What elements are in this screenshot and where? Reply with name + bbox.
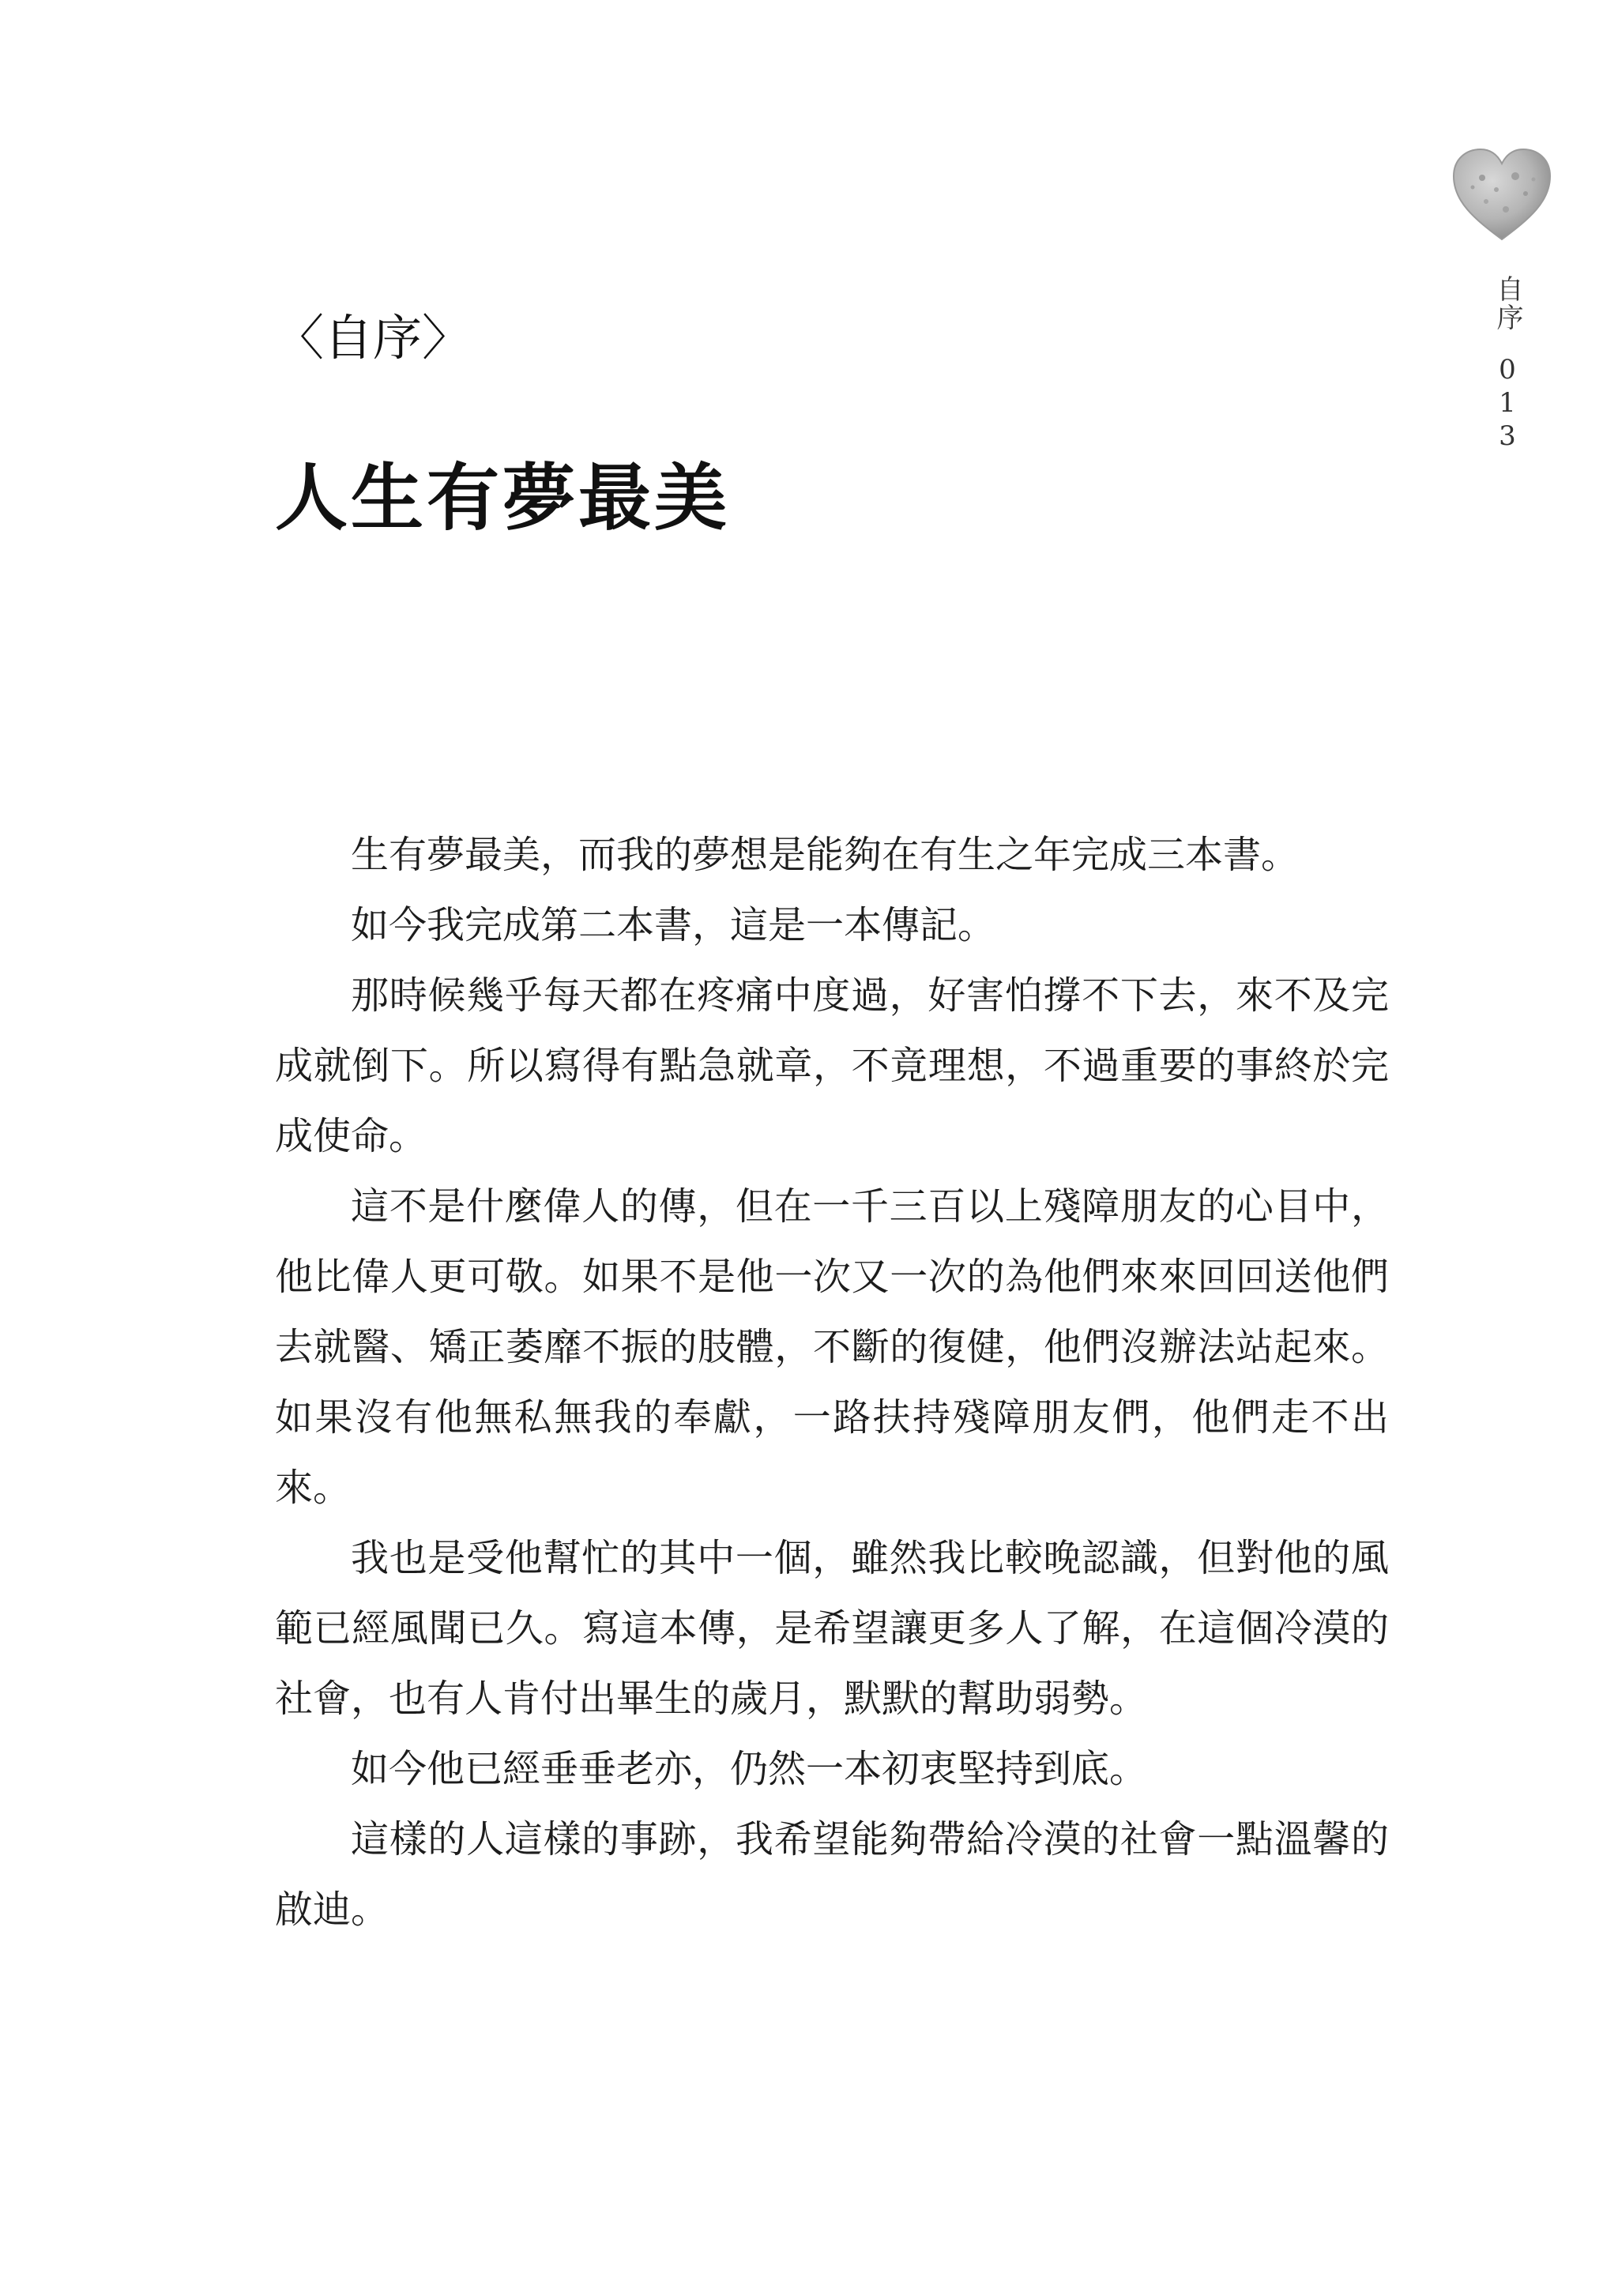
paragraph: 這不是什麼偉人的傳，但在一千三百以上殘障朋友的心目中，他比偉人更可敬。如果不是他一次又一次的為他們來來回回送他們去就醫、矯正萎靡不振的肢體，不斷的復健，他們沒辦法站起來。如果沒有他無私無我的奉獻，一路扶持殘障朋友們，他們走不出來。 (275, 1184, 1389, 1510)
paragraph: 這樣的人這樣的事跡，我希望能夠帶給冷漠的社會一點溫馨的啟迪。 (275, 1817, 1389, 1932)
page-number: 013 (1492, 354, 1523, 454)
chapter-title: 人生有夢最美 (275, 455, 731, 540)
heart-icon (1451, 146, 1553, 243)
paragraph: 如今我完成第二本書，這是一本傳記。 (351, 903, 996, 947)
paragraph: 如今他已經垂垂老亦，仍然一本初衷堅持到底。 (351, 1747, 1148, 1791)
section-label: 〈自序〉 (275, 309, 472, 367)
paragraph: 生有夢最美，而我的夢想是能夠在有生之年完成三本書。 (351, 833, 1300, 877)
running-header (1484, 275, 1531, 454)
paragraph: 那時候幾乎每天都在疼痛中度過，好害怕撐不下去，來不及完成就倒下。所以寫得有點急就章，不竟理想，不過重要的事終於完成使命。 (275, 973, 1389, 1158)
body-text (275, 820, 1389, 1945)
paragraph: 我也是受他幫忙的其中一個，雖然我比較晚認識，但對他的風範已經風聞已久。寫這本傳，是希望讓更多人了解，在這個冷漠的社會，也有人肯付出畢生的歲月，默默的幫助弱勢。 (275, 1536, 1389, 1721)
running-header-title: 自序 (1492, 275, 1523, 332)
